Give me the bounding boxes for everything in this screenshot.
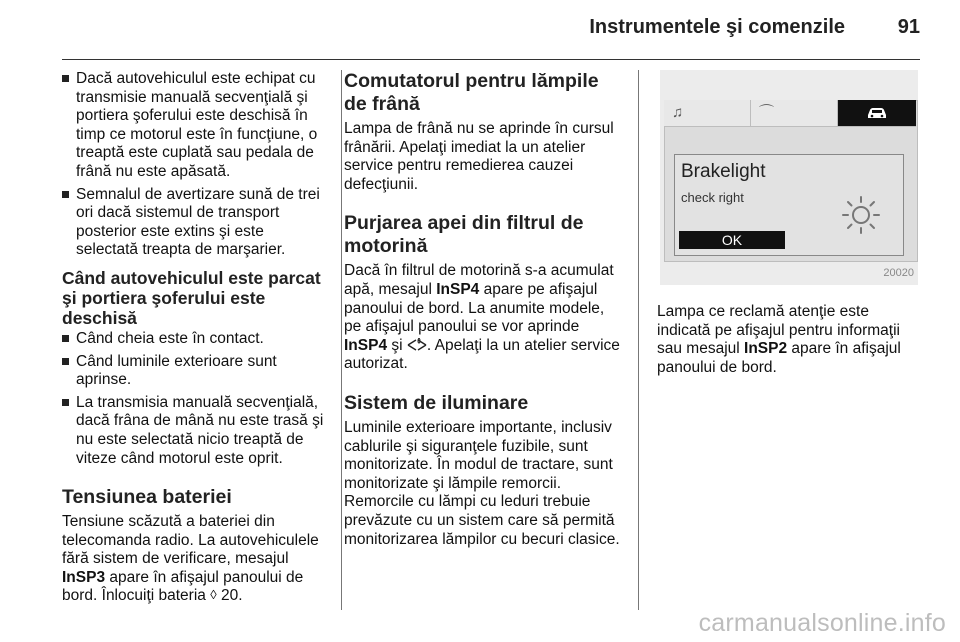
music-icon: ♫ bbox=[664, 100, 751, 126]
watermark: carmanualsonline.info bbox=[698, 609, 946, 637]
phone-icon: ⌒ bbox=[751, 100, 838, 126]
page-title: Instrumentele şi comenzile bbox=[589, 16, 845, 38]
column-1 bbox=[62, 70, 330, 606]
brake-paragraph: Lampa de frână nu se aprinde în cursul frânării. Apelaţi imediat la un atelier service pentru remedierea cauzei defecţiunii. bbox=[344, 120, 614, 193]
caption-text-1: Lampa ce reclamă atenţie este indicată pe afişajul pentru informaţii sau mesajul bbox=[657, 303, 900, 358]
bulb-icon bbox=[839, 193, 883, 237]
car-icon bbox=[838, 100, 916, 126]
battery-heading: Tensiunea bateriei bbox=[62, 486, 232, 509]
water-text-2: apare pe afişajul panoului de bord. La anumite modele, pe afişajul panoului se vor aprinde bbox=[344, 280, 605, 336]
water-heading: Purjarea apei din filtrul de motorină bbox=[344, 212, 584, 258]
lighting-paragraph: Luminile exterioare importante, inclusiv cablurile şi siguranţele fuzibile, sunt monitorizate. În modul de tractare, sunt monitorizate şi lămpile remorcii. Remorcile cu lămpi cu leduri trebuie prevăzute cu un sistem care să permită monitorizarea lămpilor cu becuri clasice. bbox=[344, 418, 620, 548]
water-code-2: InSP4 bbox=[344, 336, 388, 354]
list-item: Dacă autovehiculul este echipat cu transmisie manuală secvenţială şi portiera şoferului este deschisă în timp ce motorul este în funcţiune, o treaptă este cuplată sau pedala de frână nu este apăsată. bbox=[62, 70, 330, 182]
column-3 bbox=[657, 70, 923, 377]
brake-heading: Comutatorul pentru lămpile de frână bbox=[344, 70, 599, 115]
page-reference-icon: ◊ bbox=[210, 587, 217, 603]
parked-heading: Când autovehiculul este parcat şi portiera şoferului este deschisă bbox=[62, 267, 321, 328]
header-rule bbox=[62, 59, 920, 60]
column-2 bbox=[344, 70, 624, 549]
display-tabs bbox=[664, 100, 916, 127]
column-divider-1 bbox=[341, 70, 342, 610]
water-paragraph bbox=[344, 262, 624, 374]
caption-text-2: apare în afişajul panoului de bord. bbox=[657, 340, 901, 376]
caption-code: InSP2 bbox=[744, 340, 788, 358]
battery-ref-page[interactable]: 20. bbox=[220, 587, 243, 605]
message-box bbox=[674, 154, 904, 256]
page-number: 91 bbox=[897, 16, 920, 38]
water-code-1: InSP4 bbox=[436, 280, 480, 298]
caption-paragraph bbox=[657, 303, 923, 377]
water-in-fuel-icon bbox=[407, 338, 427, 352]
battery-code: InSP3 bbox=[62, 568, 106, 586]
lighting-heading: Sistem de iluminare bbox=[344, 391, 529, 414]
message-subtitle: check right bbox=[681, 190, 744, 205]
column-divider-2 bbox=[638, 70, 639, 610]
water-text-4: . Apelaţi la un atelier service autorizat. bbox=[344, 336, 620, 373]
battery-paragraph bbox=[62, 513, 330, 606]
battery-text-1: Tensiune scăzută a bateriei din telecomanda radio. La autovehiculele fără sistem de verificare, mesajul bbox=[62, 513, 319, 568]
water-text-3: şi bbox=[391, 336, 403, 354]
bullet-list-top bbox=[62, 70, 330, 260]
battery-text-2: apare în afişajul panoului de bord. Înlocuiţi bateria bbox=[62, 568, 304, 605]
list-item: Semnalul de avertizare sună de trei ori dacă sistemul de transport posterior este extins şi este selectată treapta de marşarier. bbox=[62, 186, 330, 260]
ok-button: OK bbox=[679, 231, 785, 249]
display-figure bbox=[660, 70, 918, 285]
page-header bbox=[0, 0, 960, 60]
water-text-1: Dacă în filtrul de motorină s-a acumulat apă, mesajul bbox=[344, 262, 614, 298]
list-item: La transmisia manuală secvenţială, dacă frâna de mână nu este trasă şi nu este selectată nicio treaptă de viteze când motorul este oprit. bbox=[62, 394, 330, 468]
figure-code: 20020 bbox=[883, 267, 914, 280]
message-title: Brakelight bbox=[681, 161, 766, 182]
list-item: Când luminile exterioare sunt aprinse. bbox=[62, 353, 330, 390]
bullet-list-parked bbox=[62, 330, 330, 468]
list-item: Când cheia este în contact. bbox=[62, 330, 330, 349]
